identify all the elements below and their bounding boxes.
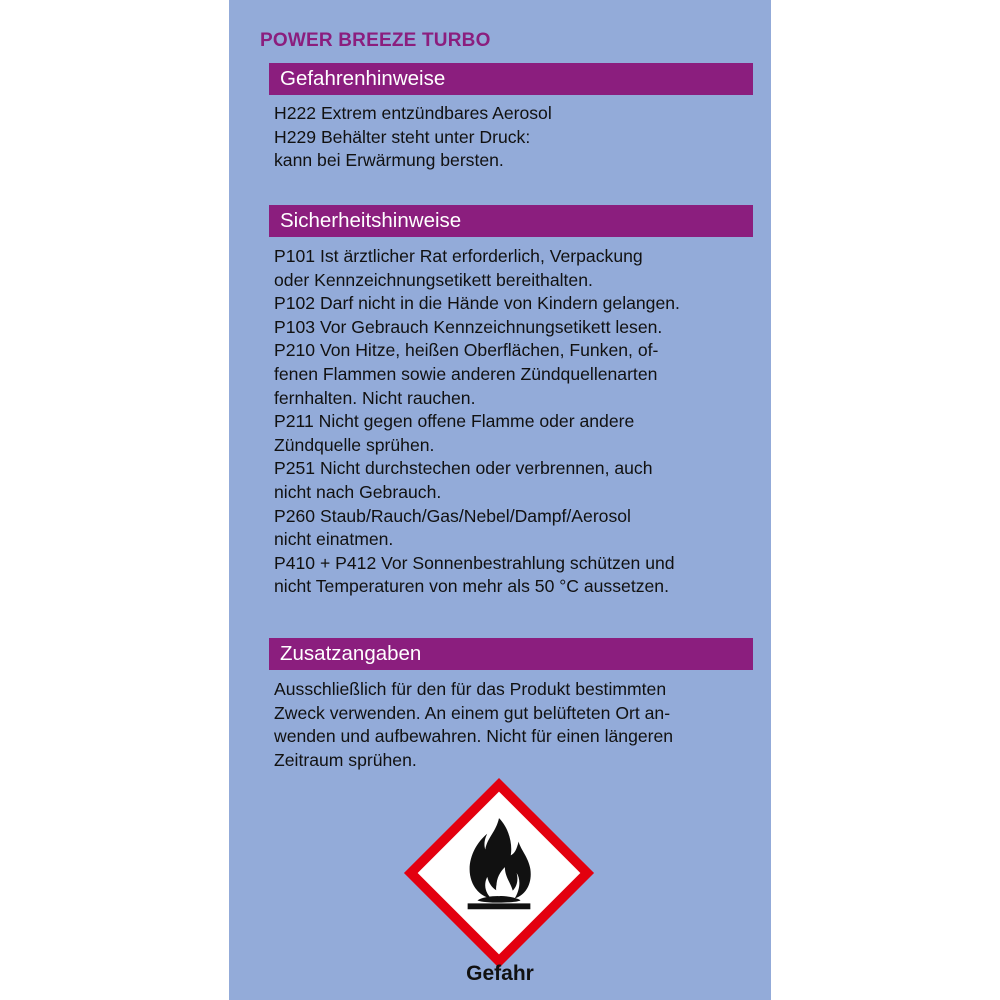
- text-line: kann bei Erwärmung bersten.: [274, 150, 504, 171]
- hazard-statements-heading: Gefahrenhinweise: [269, 63, 753, 95]
- text-line: Zeitraum sprühen.: [274, 749, 417, 770]
- text-line: fenen Flammen sowie anderen Zündquellenarten: [274, 363, 658, 384]
- text-line: P103 Vor Gebrauch Kennzeichnungsetikett lesen.: [274, 316, 663, 337]
- precautionary-statements-heading: Sicherheitshinweise: [269, 205, 753, 237]
- text-line: oder Kennzeichnungsetikett bereithalten.: [274, 269, 593, 290]
- precautionary-statements-text: [274, 245, 764, 599]
- text-line: Zweck verwenden. An einem gut belüfteten Ort an-: [274, 702, 671, 723]
- text-line: nicht nach Gebrauch.: [274, 481, 442, 502]
- text-line: P260 Staub/Rauch/Gas/Nebel/Dampf/Aerosol: [274, 505, 631, 526]
- text-line: nicht Temperaturen von mehr als 50 °C aussetzen.: [274, 576, 669, 597]
- text-line: nicht einatmen.: [274, 529, 394, 550]
- text-line: P101 Ist ärztlicher Rat erforderlich, Verpackung: [274, 246, 643, 266]
- text-line: P211 Nicht gegen offene Flamme oder andere: [274, 411, 635, 432]
- text-line: P410 + P412 Vor Sonnenbestrahlung schützen und: [274, 552, 675, 573]
- additional-info-text: [274, 678, 764, 772]
- text-line: wenden und aufbewahren. Nicht für einen längeren: [274, 726, 674, 747]
- safety-label-panel: [229, 0, 771, 1000]
- text-line: fernhalten. Nicht rauchen.: [274, 387, 476, 408]
- text-line: P210 Von Hitze, heißen Oberflächen, Funken, of-: [274, 340, 659, 361]
- text-line: Zündquelle sprühen.: [274, 434, 435, 455]
- text-line: P251 Nicht durchstechen oder verbrennen, auch: [274, 458, 653, 479]
- text-line: H229 Behälter steht unter Druck:: [274, 126, 531, 147]
- hazard-statements-text: [274, 102, 764, 173]
- signal-word: Gefahr: [466, 962, 534, 985]
- text-line: Ausschließlich für den für das Produkt bestimmten: [274, 679, 667, 699]
- text-line: H222 Extrem entzündbares Aerosol: [274, 103, 552, 123]
- ghs-flame-icon: [401, 775, 597, 971]
- product-title: POWER BREEZE TURBO: [260, 30, 491, 51]
- text-line: P102 Darf nicht in die Hände von Kindern gelangen.: [274, 293, 680, 314]
- additional-info-heading: Zusatzangaben: [269, 638, 753, 670]
